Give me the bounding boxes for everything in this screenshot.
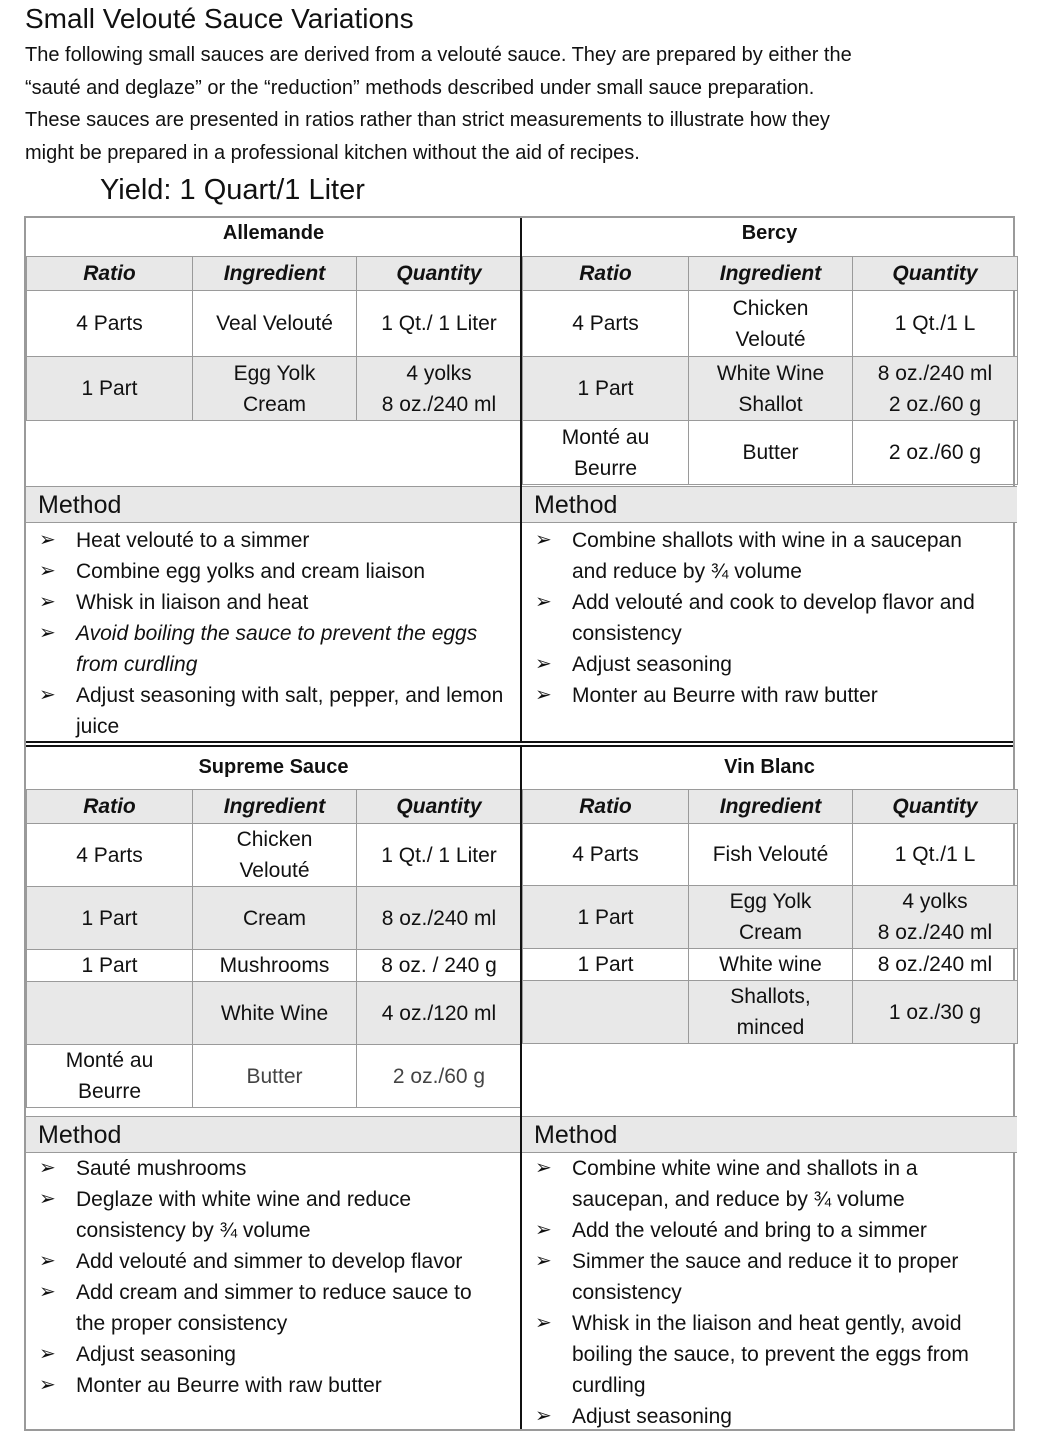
arrow-bullet-icon: ➢	[39, 1188, 56, 1210]
allemande-table	[26, 256, 522, 421]
quantity-cell	[357, 982, 522, 1045]
sauce-title-bercy: Bercy	[741, 222, 798, 244]
ratio-header: Ratio	[27, 790, 193, 824]
column-divider	[520, 218, 522, 1429]
quantity-cell	[357, 357, 522, 421]
quantity-line: 8 oz./240 ml	[877, 361, 993, 385]
bercy-method-list	[522, 525, 1002, 711]
quantity-line: 2 oz./60 g	[392, 1064, 486, 1088]
vin-blanc-method-list	[522, 1153, 1002, 1432]
ingredient-header: Ingredient	[689, 257, 853, 291]
arrow-bullet-icon: ➢	[39, 1374, 56, 1396]
ratio-cell: 1 Part	[27, 887, 193, 950]
method-step: ➢ Sauté mushrooms	[26, 1153, 506, 1184]
quantity-cell	[853, 824, 1018, 886]
arrow-bullet-icon: ➢	[39, 529, 56, 551]
ingredient-header: Ingredient	[193, 257, 357, 291]
ratio-cell	[27, 1045, 193, 1108]
ingredient-cell	[689, 886, 853, 949]
ratio-cell	[27, 982, 193, 1045]
section-divider	[26, 741, 1013, 747]
arrow-bullet-icon: ➢	[39, 1250, 56, 1272]
quantity-cell	[853, 291, 1018, 357]
method-step: ➢ Combine white wine and shallots in a saucepan, and reduce by ¾ volume	[522, 1153, 1002, 1215]
sauce-title-vin-blanc: Vin Blanc	[724, 756, 815, 778]
method-step: ➢ Adjust seasoning	[522, 1401, 1002, 1432]
ratio-cell: 1 Part	[523, 886, 689, 949]
ingredient-cell	[689, 981, 853, 1044]
ingredient-cell	[689, 824, 853, 886]
ingredient-cell	[193, 1045, 357, 1108]
arrow-bullet-icon: ➢	[39, 591, 56, 613]
ratio-cell: 1 Part	[27, 950, 193, 982]
ratio-line: Monté au	[65, 1049, 154, 1072]
quantity-line: 8 oz./240 ml	[877, 953, 993, 976]
arrow-bullet-icon: ➢	[39, 1157, 56, 1179]
quantity-line: 2 oz./60 g	[888, 392, 982, 416]
quantity-line: 1 Qt./ 1 Liter	[381, 843, 497, 867]
ratio-header: Ratio	[523, 790, 689, 824]
ratio-cell	[523, 981, 689, 1044]
method-step: ➢ Monter au Beurre with raw butter	[26, 1370, 506, 1401]
ingredient-line: White Wine	[220, 1001, 329, 1025]
ratio-line: Monté au	[561, 425, 650, 449]
quantity-header: Quantity	[853, 790, 1018, 824]
quantity-cell	[853, 886, 1018, 949]
allemande-method-list	[26, 525, 506, 742]
quantity-line: 8 oz. / 240 g	[381, 954, 497, 977]
vin-blanc-table	[522, 789, 1018, 1044]
method-heading-allemande: Method	[26, 486, 521, 523]
left-column	[26, 218, 521, 1429]
ingredient-header: Ingredient	[689, 790, 853, 824]
ingredient-line: Fish Velouté	[712, 843, 829, 866]
method-heading-bercy: Method	[522, 486, 1017, 523]
arrow-bullet-icon: ➢	[535, 1312, 552, 1334]
ingredient-cell	[689, 421, 853, 485]
ratio-cell: 1 Part	[523, 357, 689, 421]
ingredient-line: Shallot	[738, 392, 803, 416]
ingredient-line: Mushrooms	[219, 954, 330, 977]
ingredient-line: Shallots,	[730, 985, 811, 1008]
method-step: ➢ Add velouté and cook to develop flavor and consistency	[522, 587, 1002, 649]
quantity-line: 1 Qt./ 1 Liter	[381, 312, 497, 335]
quantity-header: Quantity	[357, 257, 522, 291]
ratio-cell: 4 Parts	[27, 824, 193, 887]
quantity-cell	[357, 887, 522, 950]
ratio-cell: 4 Parts	[523, 291, 689, 357]
quantity-line: 1 Qt./1 L	[894, 312, 976, 335]
ingredient-line: Velouté	[735, 327, 806, 351]
ingredient-header: Ingredient	[193, 790, 357, 824]
method-step: ➢ Adjust seasoning	[522, 649, 1002, 680]
ingredient-line: White wine	[719, 953, 822, 976]
intro-paragraph	[25, 39, 1025, 169]
quantity-cell	[357, 950, 522, 982]
ingredient-line: minced	[736, 1016, 805, 1039]
method-step: ➢ Adjust seasoning with salt, pepper, and lemon juice	[26, 680, 506, 742]
yield-heading: Yield: 1 Quart/1 Liter	[100, 174, 365, 206]
arrow-bullet-icon: ➢	[535, 1250, 552, 1272]
quantity-header: Quantity	[357, 790, 522, 824]
ingredient-cell	[193, 357, 357, 421]
supreme-table	[26, 789, 522, 1108]
intro-line: might be prepared in a professional kitchen without the aid of recipes.	[25, 141, 640, 164]
sauce-sheet	[24, 216, 1015, 1431]
method-step: ➢ Whisk in liaison and heat	[26, 587, 506, 618]
arrow-bullet-icon: ➢	[39, 1281, 56, 1303]
quantity-line: 8 oz./240 ml	[381, 392, 497, 416]
right-column	[522, 218, 1017, 1429]
ingredient-cell	[193, 824, 357, 887]
intro-line: The following small sauces are derived from a velouté sauce. They are prepared by either the	[25, 44, 852, 66]
ingredient-cell	[689, 357, 853, 421]
ratio-header: Ratio	[27, 257, 193, 291]
quantity-cell	[853, 949, 1018, 981]
ingredient-line: White Wine	[716, 361, 825, 385]
arrow-bullet-icon: ➢	[39, 684, 56, 706]
method-step: ➢ Deglaze with white wine and reduce consistency by ¾ volume	[26, 1184, 506, 1246]
arrow-bullet-icon: ➢	[39, 560, 56, 582]
quantity-header: Quantity	[853, 257, 1018, 291]
ingredient-cell	[689, 949, 853, 981]
supreme-method-list	[26, 1153, 506, 1401]
ratio-cell: 1 Part	[27, 357, 193, 421]
quantity-line: 1 Qt./1 L	[894, 843, 976, 866]
quantity-line: 8 oz./240 ml	[877, 921, 993, 944]
ingredient-line: Chicken	[732, 296, 809, 320]
ratio-cell: 4 Parts	[27, 291, 193, 357]
intro-line: These sauces are presented in ratios rather than strict measurements to illustrate how they	[25, 109, 830, 131]
arrow-bullet-icon: ➢	[39, 622, 56, 644]
method-heading-vin-blanc: Method	[522, 1116, 1017, 1153]
ingredient-line: Cream	[242, 392, 306, 416]
sauce-title-supreme: Supreme Sauce	[198, 756, 349, 778]
quantity-line: 4 oz./120 ml	[381, 1001, 497, 1025]
quantity-cell	[853, 357, 1018, 421]
ingredient-line: Cream	[738, 921, 802, 944]
quantity-line: 8 oz./240 ml	[381, 906, 497, 930]
ingredient-line: Veal Velouté	[216, 312, 333, 335]
ingredient-line: Butter	[246, 1064, 303, 1088]
ingredient-line: Butter	[742, 441, 799, 464]
sauce-title-allemande: Allemande	[222, 222, 325, 244]
ingredient-line: Velouté	[239, 859, 310, 882]
quantity-line: 2 oz./60 g	[888, 441, 982, 464]
ingredient-line: Egg Yolk	[233, 361, 316, 385]
ingredient-cell	[689, 291, 853, 357]
method-step: ➢ Add the velouté and bring to a simmer	[522, 1215, 1002, 1246]
ingredient-cell	[193, 982, 357, 1045]
arrow-bullet-icon: ➢	[535, 684, 552, 706]
arrow-bullet-icon: ➢	[535, 1219, 552, 1241]
method-step: ➢ Adjust seasoning	[26, 1339, 506, 1370]
method-step: ➢ Combine egg yolks and cream liaison	[26, 556, 506, 587]
ratio-header: Ratio	[523, 257, 689, 291]
method-step: ➢ Monter au Beurre with raw butter	[522, 680, 1002, 711]
method-step: ➢ Simmer the sauce and reduce it to proper consistency	[522, 1246, 1002, 1308]
ratio-cell	[523, 421, 689, 485]
ingredient-cell	[193, 950, 357, 982]
arrow-bullet-icon: ➢	[39, 1343, 56, 1365]
arrow-bullet-icon: ➢	[535, 1157, 552, 1179]
ratio-cell: 4 Parts	[523, 824, 689, 886]
ingredient-cell	[193, 291, 357, 357]
quantity-cell	[357, 291, 522, 357]
ratio-line: Beurre	[77, 1080, 142, 1103]
ingredient-line: Egg Yolk	[729, 890, 812, 913]
quantity-line: 1 oz./30 g	[888, 1000, 982, 1024]
quantity-line: 4 yolks	[902, 890, 968, 913]
arrow-bullet-icon: ➢	[535, 591, 552, 613]
ratio-cell: 1 Part	[523, 949, 689, 981]
arrow-bullet-icon: ➢	[535, 529, 552, 551]
ingredient-line: Chicken	[236, 828, 313, 851]
method-step: ➢ Add velouté and simmer to develop flavor	[26, 1246, 506, 1277]
arrow-bullet-icon: ➢	[535, 1405, 552, 1427]
bercy-table	[522, 256, 1018, 485]
method-heading-supreme: Method	[26, 1116, 521, 1153]
quantity-cell	[357, 1045, 522, 1108]
quantity-cell	[853, 421, 1018, 485]
quantity-cell	[357, 824, 522, 887]
method-step: ➢ Avoid boiling the sauce to prevent the eggs from curdling	[26, 618, 506, 680]
quantity-cell	[853, 981, 1018, 1044]
method-step: ➢ Whisk in the liaison and heat gently, avoid boiling the sauce, to prevent the eggs from curdling	[522, 1308, 1002, 1401]
ingredient-line: Cream	[242, 906, 306, 930]
ingredient-cell	[193, 887, 357, 950]
intro-line: “sauté and deglaze” or the “reduction” methods described under small sauce preparation.	[25, 76, 815, 99]
method-step: ➢ Combine shallots with wine in a saucepan and reduce by ¾ volume	[522, 525, 1002, 587]
quantity-line: 4 yolks	[406, 361, 472, 385]
ratio-line: Beurre	[573, 456, 638, 480]
method-step: ➢ Heat velouté to a simmer	[26, 525, 506, 556]
arrow-bullet-icon: ➢	[535, 653, 552, 675]
method-step: ➢ Add cream and simmer to reduce sauce to the proper consistency	[26, 1277, 506, 1339]
page-title: Small Velouté Sauce Variations	[25, 3, 414, 34]
